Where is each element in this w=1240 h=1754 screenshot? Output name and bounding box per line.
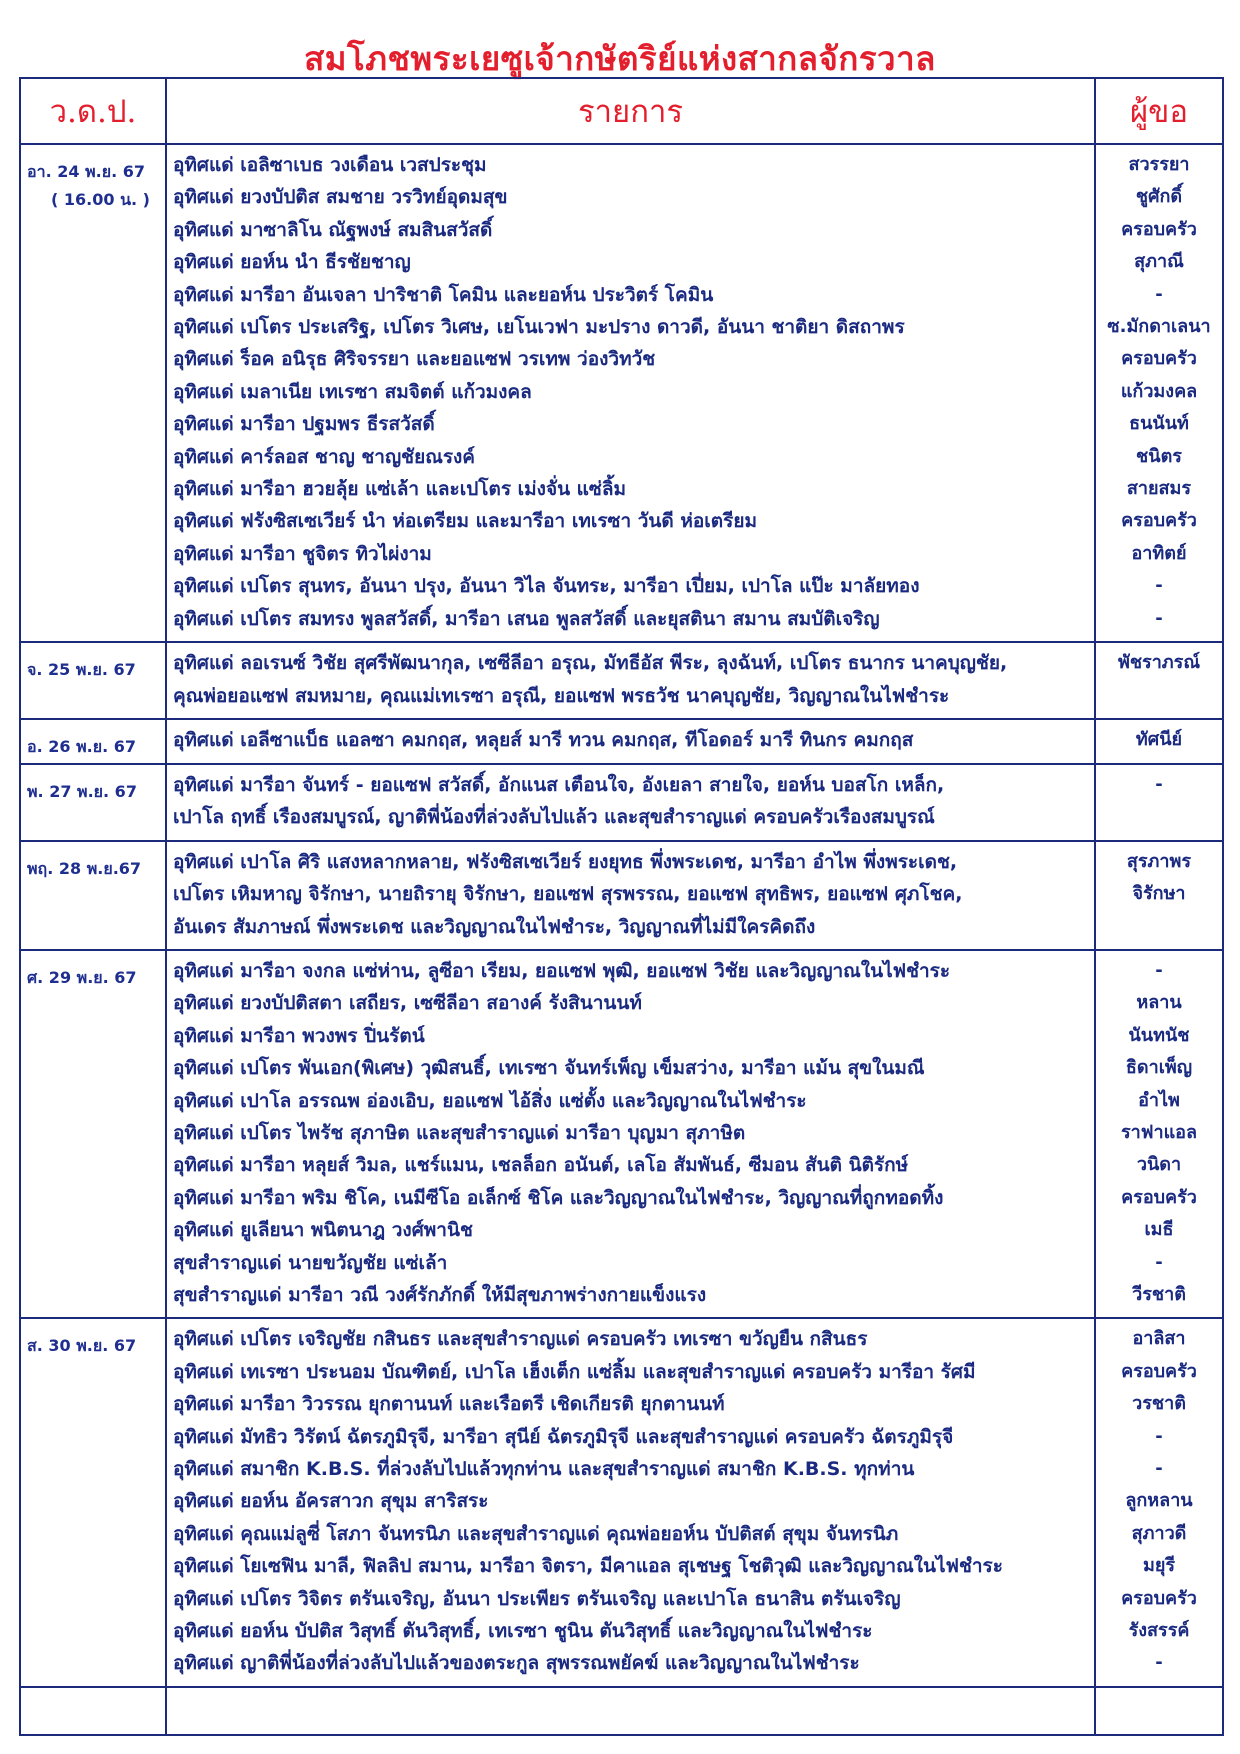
requester-name: - <box>1155 1652 1163 1674</box>
intention-cell <box>166 950 1095 1318</box>
requester-cell <box>1095 950 1223 1318</box>
date-text: ส. 30 พ.ย. 67 <box>27 1336 137 1356</box>
requester-name: ราฟาแอล <box>1120 1121 1198 1143</box>
requester-name: อาลิสา <box>1132 1328 1186 1350</box>
requester-name: สุภาวดี <box>1131 1522 1187 1544</box>
requester-name: ครอบครัว <box>1121 1186 1197 1208</box>
requester-name: ครอบครัว <box>1121 218 1197 240</box>
requester-name: ธิดาเพ็ญ <box>1125 1057 1193 1079</box>
requester-cell <box>1095 841 1223 950</box>
requester-name: - <box>1155 773 1163 795</box>
intention-line: อุทิศแด่ ญาติพี่น้องที่ล่วงลับไปแล้วของตระกูล สุพรรณพยัคฆ์ และวิญญาณในไฟชำระ <box>173 1652 860 1675</box>
table-row <box>20 841 1223 950</box>
requester-name: จิรักษา <box>1132 883 1186 905</box>
requester-name: มยุรี <box>1142 1555 1176 1577</box>
requester-name: ชูศักดิ์ <box>1135 186 1183 208</box>
intention-cell <box>166 642 1095 719</box>
intention-line: อุทิศแด่ เมลาเนีย เทเรซา สมจิตต์ แก้วมงคล <box>173 380 532 403</box>
intention-line: อุทิศแด่ ร็อค อนิรุธ ศิริจรรยา และยอแซฟ วรเทพ ว่องวิทวัช <box>173 348 656 371</box>
requester-name: ทัศนีย์ <box>1135 728 1183 750</box>
requester-name: - <box>1155 959 1163 981</box>
date-text: พฤ. 28 พ.ย.67 <box>27 858 142 878</box>
intention-line: อุทิศแด่ มารีอา หลุยส์ วิมล, แชร์แมน, เชลล็อก อนันต์, เลโอ สัมพันธ์, ซีมอน สันติ นิติรักษ์ <box>173 1154 909 1177</box>
intention-line: อุทิศแด่ ยอห์น อัครสาวก สุขุม สาริสระ <box>173 1490 489 1513</box>
requester-name: วนิดา <box>1136 1154 1182 1176</box>
requester-name: เมธี <box>1144 1219 1174 1241</box>
requester-name: ครอบครัว <box>1121 510 1197 532</box>
requester-name: - <box>1155 1251 1163 1273</box>
header-date: ว.ด.ป. <box>20 78 166 144</box>
requester-name: อาทิตย์ <box>1131 542 1187 564</box>
date-cell <box>20 764 166 841</box>
intention-line: อุทิศแด่ เปโตร วิจิตร ตรันเจริญ, อันนา ประเพียร ตรันเจริญ และเปาโล ธนาสิน ตรันเจริญ <box>173 1587 901 1610</box>
intention-line: อุทิศแด่ มารีอา พริม ชิโค, เนมีซีโอ อเล็กซ์ ชิโค และวิญญาณในไฟชำระ, วิญญาณที่ถูกทอดทิ้ง <box>173 1186 944 1209</box>
requester-name: ครอบครัว <box>1121 1360 1197 1382</box>
table-row <box>20 950 1223 1318</box>
intention-cell <box>166 764 1095 841</box>
intention-line: อุทิศแด่ สมาชิก K.B.S. ที่ล่วงลับไปแล้วทุกท่าน และสุขสำราญแด่ สมาชิก K.B.S. ทุกท่าน <box>173 1458 915 1481</box>
requester-name: รังสรรค์ <box>1128 1620 1190 1642</box>
date-cell <box>20 950 166 1318</box>
intention-line: อุทิศแด่ มารีอา วิวรรณ ยุกตานนท์ และเรือตรี เชิดเกียรติ ยุกตานนท์ <box>173 1393 725 1416</box>
intention-line: อุทิศแด่ เปโตร เจริญชัย กสินธร และสุขสำราญแด่ ครอบครัว เทเรซา ขวัญยืน กสินธร <box>173 1328 868 1351</box>
empty-cell <box>1095 1687 1223 1735</box>
intention-line: คุณพ่อยอแซฟ สมหมาย, คุณแม่เทเรซา อรุณี, ยอแซฟ พรธวัช นาคบุญชัย, วิญญาณในไฟชำระ <box>173 684 950 707</box>
intention-line: อุทิศแด่ เปโตร พันเอก(พิเศษ) วุฒิสนธิ์, เทเรซา จันทร์เพ็ญ เข็มสว่าง, มารีอา แม้น สุขในมณี <box>173 1057 925 1080</box>
requester-name: แก้วมงคล <box>1120 380 1198 402</box>
time-text: ( 16.00 น. ) <box>51 190 150 209</box>
empty-cell <box>20 1687 166 1735</box>
requester-name: ลูกหลาน <box>1125 1490 1193 1512</box>
intention-cell <box>166 144 1095 642</box>
date-cell <box>20 144 166 642</box>
requester-cell <box>1095 764 1223 841</box>
intention-line: อุทิศแด่ ยอห์น บัปติส วิสุทธิ์ ตันวิสุทธิ์, เทเรซา ชูนิน ตันวิสุทธิ์ และวิญญาณในไฟชำระ <box>173 1620 873 1643</box>
table-header-row <box>20 78 1223 144</box>
requester-cell <box>1095 144 1223 642</box>
mass-intention-table <box>19 77 1224 1736</box>
requester-cell <box>1095 719 1223 764</box>
date-cell <box>20 1318 166 1686</box>
table-body <box>20 144 1223 1735</box>
table-row <box>20 1318 1223 1686</box>
intention-line: อุทิศแด่ ยวงบัปติส สมชาย วรวิทย์อุดมสุข <box>173 186 508 209</box>
requester-name: นันทนัช <box>1128 1024 1190 1046</box>
requester-name: วีรชาติ <box>1132 1284 1186 1305</box>
intention-line: อุทิศแด่ เปโตร สมทรง พูลสวัสดิ์, มารีอา เสนอ พูลสวัสดิ์ และยุสตินา สมาน สมบัติเจริญ <box>173 607 880 630</box>
intention-line: สุขสำราญแด่ นายขวัญชัย แซ่เล้า <box>173 1251 448 1274</box>
requester-name: วรชาติ <box>1132 1393 1186 1415</box>
intention-line: อุทิศแด่ มารีอา พวงพร ปิ่นรัตน์ <box>173 1024 425 1047</box>
intention-line: อุทิศแด่ เปาโล อรรณพ อ่องเอิบ, ยอแซฟ ไอ้สิ่ง แซ่ตั้ง และวิญญาณในไฟชำระ <box>173 1089 807 1112</box>
intention-line: เปาโล ฤทธิ์ เรืองสมบูรณ์, ญาติพี่น้องที่ล่วงลับไปแล้ว และสุขสำราญแด่ ครอบครัวเรืองสมบูรณ์ <box>173 806 935 829</box>
date-text: พ. 27 พ.ย. 67 <box>27 781 137 801</box>
intention-line: อุทิศแด่ เปโตร สุนทร, อันนา ปรุง, อันนา วิไล จันทระ, มารีอา เปี่ยม, เปาโล แป๊ะ มาลัยทอง <box>173 575 920 598</box>
date-text: จ. 25 พ.ย. 67 <box>27 660 136 680</box>
date-text: อา. 24 พ.ย. 67 <box>27 162 145 181</box>
intention-line: อุทิศแด่ เทเรซา ประนอม บัณฑิตย์, เปาโล เฮ็งเต็ก แซ่ลิ้ม และสุขสำราญแด่ ครอบครัว มารีอา รัศมี <box>173 1360 976 1383</box>
requester-name: ครอบครัว <box>1121 348 1197 370</box>
intention-line: อุทิศแด่ โยเซฟิน มาลี, ฟิลลิป สมาน, มารีอา จิตรา, มีคาแอล สุเชษฐ โชติวุฒิ และวิญญาณในไฟชำระ <box>173 1555 1003 1578</box>
requester-name: สุรภาพร <box>1126 850 1192 872</box>
intention-line: อุทิศแด่ มัทธิว วิรัตน์ ฉัตรภูมิรุจี, มารีอา สุนีย์ ฉัตรภูมิรุจี และสุขสำราญแด่ ครอบครัว ฉัตรภูมิรุจี <box>173 1425 954 1448</box>
table-row <box>20 764 1223 841</box>
requester-name: อำไพ <box>1138 1089 1180 1111</box>
requester-name: สุภาณี <box>1134 251 1184 273</box>
intention-line: อุทิศแด่ มารีอา อันเจลา ปาริชาติ โคมิน และยอห์น ประวิตร์ โคมิน <box>173 283 714 306</box>
empty-row <box>20 1687 1223 1735</box>
requester-name: - <box>1155 283 1163 305</box>
intention-line: อุทิศแด่ มารีอา ฮวยลุ้ย แซ่เล้า และเปโตร เม่งจั่น แซ่ลิ้ม <box>173 478 626 501</box>
requester-name: ธนนันท์ <box>1129 413 1189 435</box>
requester-name: - <box>1155 607 1163 629</box>
header-items: รายการ <box>166 78 1095 144</box>
table-row <box>20 719 1223 764</box>
requester-name: หลาน <box>1136 992 1182 1014</box>
requester-name: พัชราภรณ์ <box>1117 652 1201 674</box>
requester-cell <box>1095 642 1223 719</box>
intention-cell <box>166 841 1095 950</box>
table-row <box>20 642 1223 719</box>
requester-name: - <box>1155 1458 1163 1480</box>
intention-line: เปโตร เหิมหาญ จิรักษา, นายถิรายุ จิรักษา, ยอแซฟ สุรพรรณ, ยอแซฟ สุทธิพร, ยอแซฟ ศุภโชค, <box>173 883 963 906</box>
intention-cell <box>166 1318 1095 1686</box>
date-cell <box>20 841 166 950</box>
intention-line: อุทิศแด่ เอลิซาเบธ วงเดือน เวสประชุม <box>173 154 487 176</box>
page-title: สมโภชพระเยซูเจ้ากษัตริย์แห่งสากลจักรวาล <box>304 39 936 78</box>
intention-line: อันเดร สัมภาษณ์ พึ่งพระเดช และวิญญาณในไฟชำระ, วิญญาณที่ไม่มีใครคิดถึง <box>173 915 816 938</box>
intention-line: อุทิศแด่ มารีอา ปฐมพร ธีรสวัสดิ์ <box>173 413 435 436</box>
intention-line: อุทิศแด่ คุณแม่ลูซี่ โสภา จันทรนิภ และสุขสำราญแด่ คุณพ่อยอห์น บัปติสต์ สุขุม จันทรนิภ <box>173 1522 899 1545</box>
requester-name: ชนิตร <box>1136 445 1182 467</box>
requester-name: ครอบครัว <box>1121 1587 1197 1609</box>
empty-cell <box>166 1687 1095 1735</box>
date-text: อ. 26 พ.ย. 67 <box>27 736 137 756</box>
intention-line: อุทิศแด่ เปโตร ไพรัช สุภาษิต และสุขสำราญแด่ มารีอา บุญมา สุภาษิต <box>173 1121 746 1144</box>
intention-line: อุทิศแด่ มาซาลิโน ณัฐพงษ์ สมสินสวัสดิ์ <box>173 218 493 241</box>
date-text: ศ. 29 พ.ย. 67 <box>27 967 137 987</box>
date-cell <box>20 642 166 719</box>
requester-name: สวรรยา <box>1128 154 1190 175</box>
intention-line: อุทิศแด่ ยวงบัปติสตา เสถียร, เซซีลีอา สอางค์ รังสินานนท์ <box>173 992 642 1015</box>
requester-name: - <box>1155 575 1163 597</box>
intention-line: อุทิศแด่ ยอห์น นำ ธีรชัยชาญ <box>173 251 411 274</box>
intention-line: อุทิศแด่ ลอเรนซ์ วิชัย สุศรีพัฒนากุล, เซซีลีอา อรุณ, มัทธีอัส พีระ, ลุงฉันท์, เปโตร ธนากร นาคบุญชัย, <box>173 652 1008 675</box>
date-cell <box>20 719 166 764</box>
intention-line: อุทิศแด่ เปาโล ศิริ แสงหลากหลาย, ฟรังซิสเซเวียร์ ยงยุทธ พึ่งพระเดช, มารีอา อำไพ พึ่งพระเดช, <box>173 850 958 873</box>
intention-line: อุทิศแด่ ฟรังซิสเซเวียร์ นำ ห่อเตรียม และมารีอา เทเรซา วันดี ห่อเตรียม <box>173 510 757 533</box>
intention-line: อุทิศแด่ มารีอา ชูจิตร ทิวไผ่งาม <box>173 542 432 565</box>
table-row <box>20 144 1223 642</box>
intention-line: อุทิศแด่ เอลีซาแบ็ธ แอลซา คมกฤส, หลุยส์ มารี ทวน คมกฤส, ทีโอดอร์ มารี ทินกร คมกฤส <box>173 728 914 751</box>
requester-name: - <box>1155 1425 1163 1447</box>
requester-name: สายสมร <box>1126 478 1192 500</box>
intention-line: อุทิศแด่ คาร์ลอส ชาญ ชาญชัยณรงค์ <box>173 445 476 468</box>
requester-cell <box>1095 1318 1223 1686</box>
intention-line: อุทิศแด่ มารีอา จันทร์ - ยอแซฟ สวัสดิ์, อักแนส เตือนใจ, อังเยลา สายใจ, ยอห์น บอสโก เหล็ก, <box>173 773 945 796</box>
requester-name: ซ.มักดาเลนา <box>1107 316 1211 338</box>
intention-line: อุทิศแด่ เปโตร ประเสริฐ, เปโตร วิเศษ, เยโนเวฟา มะปราง ดาวดี, อันนา ชาติยา ดิสถาพร <box>173 316 905 339</box>
intention-line: อุทิศแด่ มารีอา จงกล แซ่ห่าน, ลูซีอา เรียม, ยอแซฟ พุฒิ, ยอแซฟ วิชัย และวิญญาณในไฟชำระ <box>173 959 951 982</box>
intention-line: สุขสำราญแด่ มารีอา วณี วงศ์รักภักดิ์ ให้มีสุขภาพร่างกายแข็งแรง <box>173 1284 707 1306</box>
intention-line: อุทิศแด่ ยูเลียนา พนิตนาฎ วงศ์พานิช <box>173 1219 473 1242</box>
intention-cell <box>166 719 1095 764</box>
header-requester: ผู้ขอ <box>1095 78 1223 144</box>
